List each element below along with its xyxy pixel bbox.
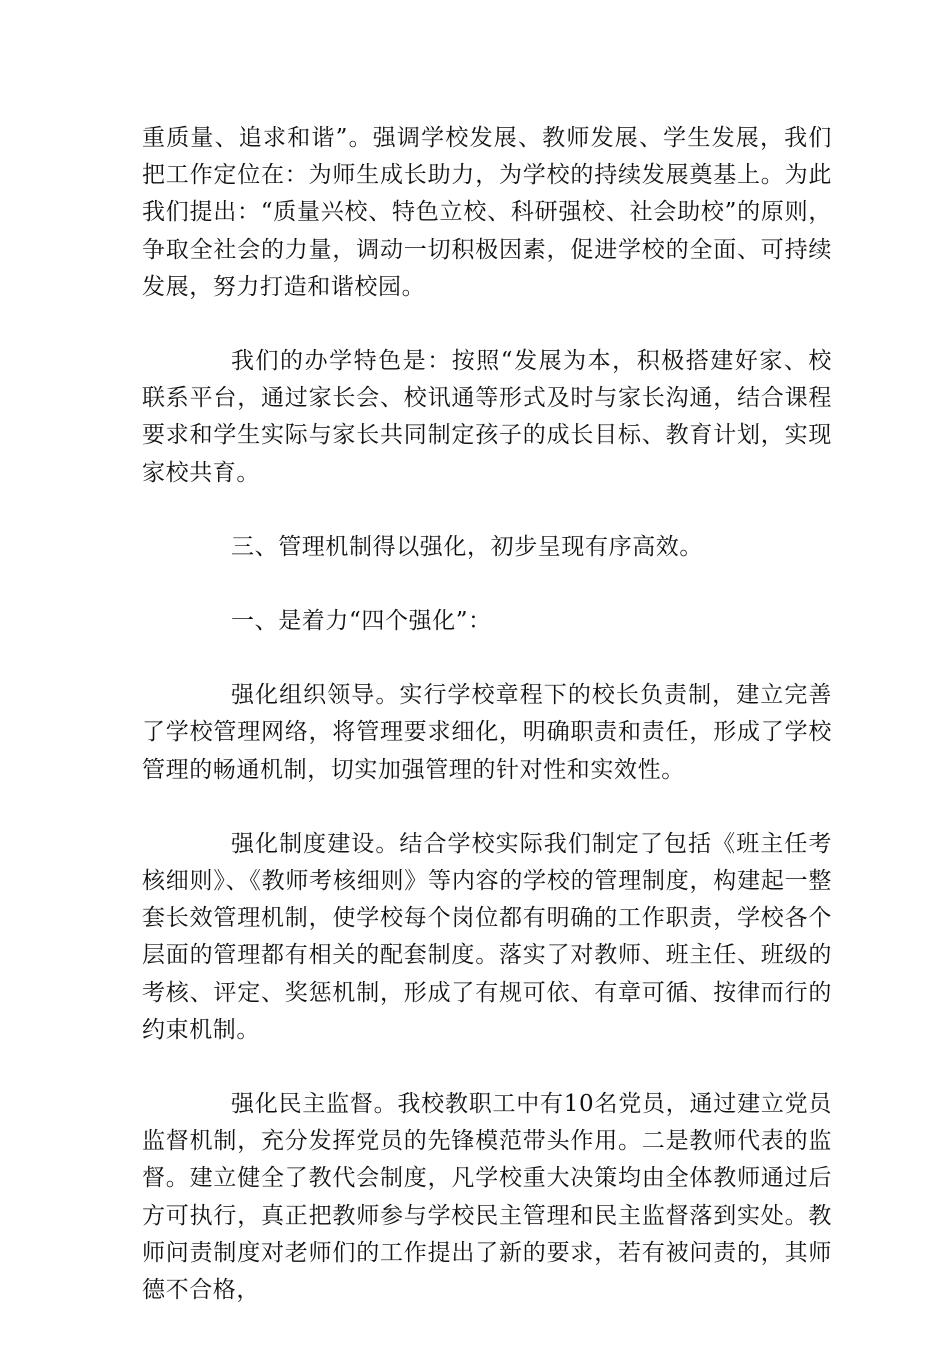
- paragraph-school-philosophy: 重质量、追求和谐”。强调学校发展、教师发展、学生发展，我们把工作定位在：为师生成长助力，为学校的持续发展奠基上。为此我们提出：“质量兴校、特色立校、科研强校、社会助校”的原则，争取全社会的力量，调动一切积极因素，促进学校的全面、可持续发展，努力打造和谐校园。: [142, 125, 832, 300]
- paragraph-system-building: 强化制度建设。结合学校实际我们制定了包括《班主任考核细则》、《教师考核细则》等内容的学校的管理制度，构建起一整套长效管理机制，使学校每个岗位都有明确的工作职责，学校各个层面的管理都有相关的配套制度。落实了对教师、班主任、班级的考核、评定、奖惩机制，形成了有规可依、有章可循、按律而行的约束机制。: [142, 830, 832, 1043]
- subheading-four-strengthenings: 一、是着力“四个强化”：: [231, 608, 492, 635]
- section-heading-management: 三、管理机制得以强化，初步呈现有序高效。: [231, 533, 703, 560]
- paragraph-democratic-supervision: 强化民主监督。我校教职工中有10名党员，通过建立党员监督机制，充分发挥党员的先锋模范带头作用。二是教师代表的监督。建立健全了教代会制度，凡学校重大决策均由全体教师通过后方可执行，真正把教师参与学校民主管理和民主监督落到实处。教师问责制度对老师们的工作提出了新的要求，若有被问责的，其师德不合格，: [142, 1091, 832, 1304]
- document-body: [142, 120, 832, 1346]
- paragraph-school-features: 我们的办学特色是：按照“发展为本，积极搭建好家、校联系平台，通过家长会、校讯通等形式及时与家长沟通，结合课程要求和学生实际与家长共同制定孩子的成长目标、教育计划，实现家校共育。: [142, 348, 832, 486]
- paragraph-organization-leadership: 强化组织领导。实行学校章程下的校长负责制，建立完善了学校管理网络，将管理要求细化，明确职责和责任，形成了学校管理的畅通机制，切实加强管理的针对性和实效性。: [142, 682, 832, 783]
